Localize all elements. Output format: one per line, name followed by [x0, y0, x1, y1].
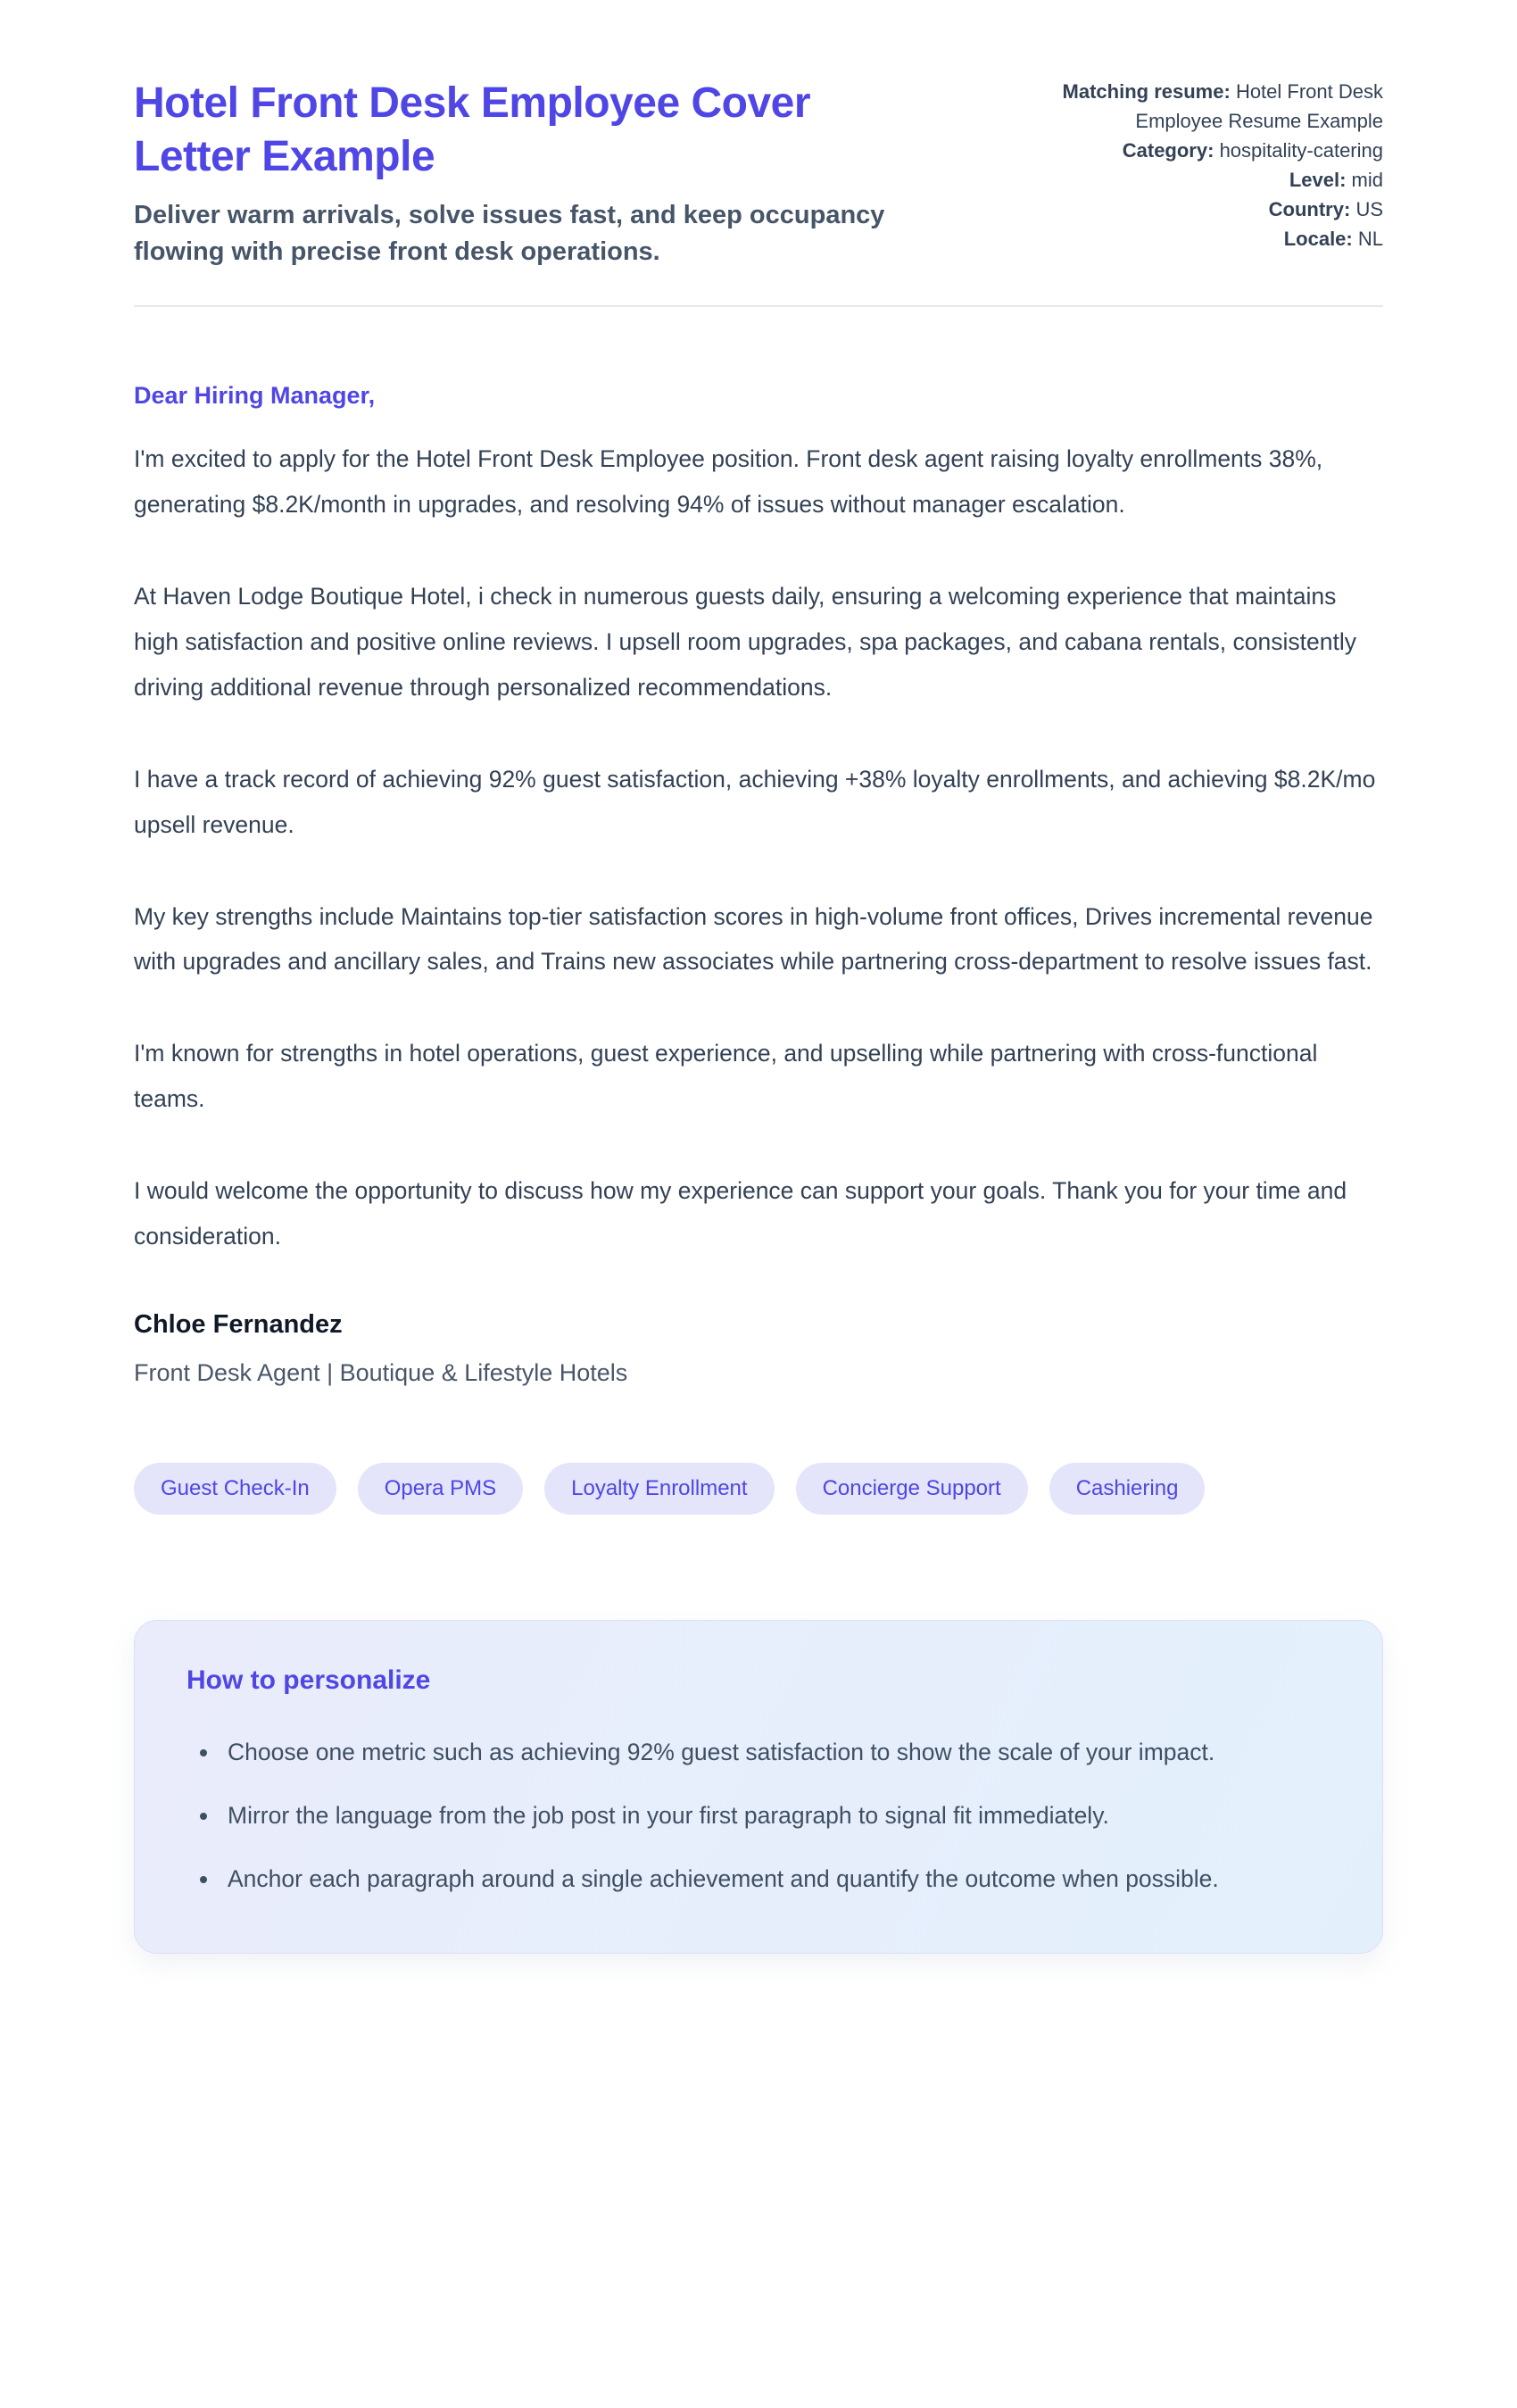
letter-paragraph: I have a track record of achieving 92% guest satisfaction, achieving +38% loyalty enrollments, and achieving $8.2K/mo upsell revenue.	[134, 765, 1376, 838]
letter-paragraph: My key strengths include Maintains top-tier satisfaction scores in high-volume front offices, Drives incremental revenue with upgrades and ancillary sales, and Trains new associates while partnering cross-department to resolve issues fast.	[134, 902, 1373, 976]
resume-metadata	[982, 77, 1383, 253]
metadata-row	[982, 165, 1383, 195]
metadata-label: Category:	[1122, 139, 1214, 162]
metadata-value: hospitality-catering	[1219, 139, 1383, 162]
signature-name: Chloe Fernandez	[134, 1309, 343, 1339]
page-title: Hotel Front Desk Employee Cover Letter Example	[134, 79, 811, 180]
how-to-personalize-card	[134, 1620, 1383, 1955]
metadata-label: Level:	[1289, 169, 1347, 191]
metadata-label: Matching resume:	[1062, 80, 1231, 103]
page-header	[134, 77, 1383, 307]
metadata-label: Country:	[1268, 198, 1351, 220]
metadata-value: mid	[1351, 169, 1383, 191]
letter-paragraphs	[134, 436, 1383, 1258]
tip-item: • Anchor each paragraph around a single achievement and quantify the outcome when possible.	[220, 1856, 1330, 1902]
metadata-row	[982, 224, 1383, 253]
skill-tag[interactable]: Cashiering	[1049, 1463, 1206, 1515]
tip-item: • Mirror the language from the job post in your first paragraph to signal fit immediately.	[220, 1793, 1330, 1839]
metadata-value: Hotel Front Desk Employee Resume Example	[1135, 80, 1383, 132]
metadata-value: NL	[1357, 228, 1383, 250]
cover-letter-body	[134, 307, 1383, 1391]
metadata-row	[982, 136, 1383, 165]
letter-greeting: Dear Hiring Manager,	[134, 382, 376, 410]
page-subtitle: Deliver warm arrivals, solve issues fast, and keep occupancy flowing with precise front desk operations.	[134, 201, 885, 266]
skill-tag[interactable]: Concierge Support	[796, 1463, 1028, 1515]
metadata-label: Locale:	[1283, 228, 1353, 250]
tips-title: How to personalize	[187, 1665, 431, 1695]
letter-paragraph: At Haven Lodge Boutique Hotel, i check in numerous guests daily, ensuring a welcoming experience that maintains high satisfaction and positive online reviews. I upsell room upgrades, spa packages, and cabana rentals, consistently driving additional revenue through personalized recommendations.	[134, 583, 1356, 701]
metadata-value: US	[1355, 198, 1383, 220]
metadata-row	[982, 195, 1383, 224]
skill-tag[interactable]: Loyalty Enrollment	[544, 1463, 774, 1515]
letter-paragraph: I'm known for strengths in hotel operations, guest experience, and upselling while partnering with cross-functional teams.	[134, 1040, 1318, 1113]
title-block	[134, 77, 919, 270]
tips-list	[187, 1730, 1330, 1902]
tip-item: • Choose one metric such as achieving 92% guest satisfaction to show the scale of your impact.	[220, 1730, 1330, 1775]
skill-tag-list	[134, 1463, 1383, 1515]
signature-role: Front Desk Agent | Boutique & Lifestyle Hotels	[134, 1359, 628, 1387]
skill-tag[interactable]: Guest Check-In	[134, 1463, 336, 1515]
letter-paragraph: I'm excited to apply for the Hotel Front Desk Employee position. Front desk agent raising loyalty enrollments 38%, generating $8.2K/month in upgrades, and resolving 94% of issues without manager escalation.	[134, 445, 1323, 519]
letter-paragraph: I would welcome the opportunity to discuss how my experience can support your goals. Thank you for your time and consideration.	[134, 1177, 1347, 1250]
skill-tag[interactable]: Opera PMS	[358, 1463, 523, 1515]
metadata-row	[982, 77, 1383, 136]
